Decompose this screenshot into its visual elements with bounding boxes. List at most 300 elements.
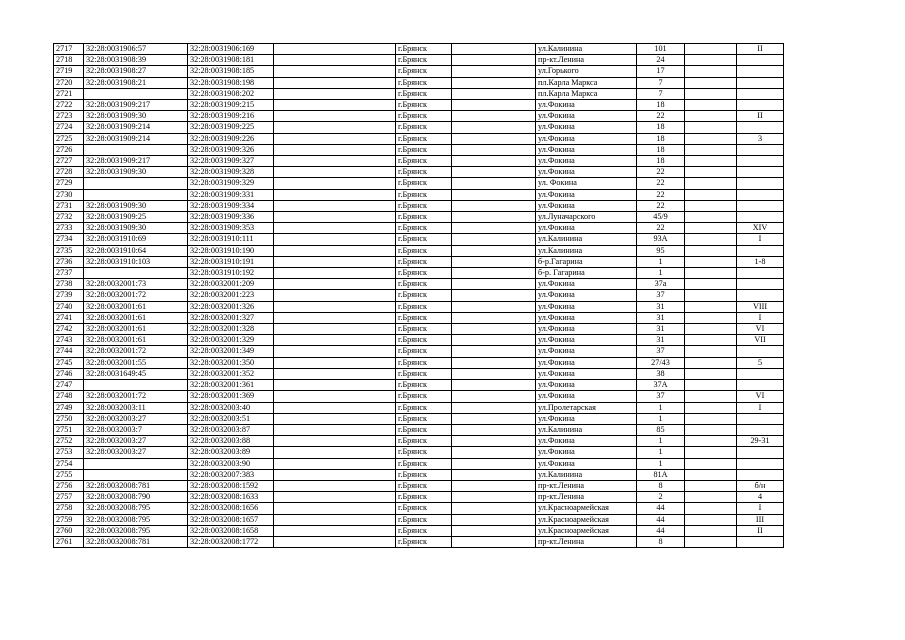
empty-cell	[452, 436, 536, 447]
empty-cell	[274, 368, 396, 379]
row-number-cell: 2724	[54, 122, 84, 133]
empty-cell	[685, 200, 737, 211]
object-cadastral-number-cell: 32:28:0031909:353	[188, 223, 274, 234]
empty-cell	[452, 312, 536, 323]
object-cadastral-number-cell: 32:28:0032003:40	[188, 402, 274, 413]
empty-cell	[452, 245, 536, 256]
object-cadastral-number-cell: 32:28:0031909:226	[188, 133, 274, 144]
empty-cell	[685, 301, 737, 312]
empty-cell	[685, 413, 737, 424]
city-cell: г.Брянск	[396, 413, 452, 424]
object-cadastral-number-cell: 32:28:0031908:202	[188, 88, 274, 99]
table-row	[54, 492, 784, 503]
row-number-cell: 2758	[54, 503, 84, 514]
city-cell: г.Брянск	[396, 122, 452, 133]
land-cadastral-number-cell: 32:28:0031910:69	[84, 234, 188, 245]
empty-cell	[452, 290, 536, 301]
empty-cell	[685, 503, 737, 514]
row-number-cell: 2726	[54, 144, 84, 155]
empty-cell	[685, 189, 737, 200]
street-cell: ул.Фокина	[536, 346, 637, 357]
street-cell: ул.Фокина	[536, 133, 637, 144]
empty-cell	[685, 245, 737, 256]
house-number-cell: 81А	[637, 469, 685, 480]
row-number-cell: 2720	[54, 77, 84, 88]
table-row	[54, 368, 784, 379]
empty-cell	[685, 234, 737, 245]
city-cell: г.Брянск	[396, 380, 452, 391]
land-cadastral-number-cell: 32:28:0032001:61	[84, 335, 188, 346]
empty-cell	[685, 368, 737, 379]
row-number-cell: 2747	[54, 380, 84, 391]
house-number-cell: 1	[637, 268, 685, 279]
empty-cell	[452, 525, 536, 536]
empty-cell	[685, 66, 737, 77]
house-number-cell: 37	[637, 290, 685, 301]
street-cell: ул.Фокина	[536, 167, 637, 178]
object-cadastral-number-cell: 32:28:0032008:1658	[188, 525, 274, 536]
empty-cell	[685, 212, 737, 223]
empty-cell	[274, 447, 396, 458]
empty-cell	[685, 447, 737, 458]
street-cell: пл.Карла Маркса	[536, 77, 637, 88]
land-cadastral-number-cell: 32:28:0032001:61	[84, 301, 188, 312]
empty-cell	[452, 268, 536, 279]
house-number-cell: 17	[637, 66, 685, 77]
land-cadastral-number-cell: 32:28:0031910:103	[84, 256, 188, 267]
land-cadastral-number-cell	[84, 380, 188, 391]
table-body	[54, 44, 784, 548]
table-row	[54, 279, 784, 290]
street-cell: ул.Фокина	[536, 290, 637, 301]
empty-cell	[452, 100, 536, 111]
row-number-cell: 2742	[54, 324, 84, 335]
city-cell: г.Брянск	[396, 88, 452, 99]
table-row	[54, 301, 784, 312]
street-cell: пр-кт.Ленина	[536, 536, 637, 547]
house-number-cell: 1	[637, 458, 685, 469]
empty-cell	[685, 133, 737, 144]
empty-cell	[274, 167, 396, 178]
empty-cell	[274, 178, 396, 189]
table-row	[54, 514, 784, 525]
land-cadastral-number-cell	[84, 458, 188, 469]
empty-cell	[452, 122, 536, 133]
empty-cell	[274, 357, 396, 368]
table-row	[54, 290, 784, 301]
premises-number-cell: 5	[737, 357, 784, 368]
empty-cell	[452, 413, 536, 424]
house-number-cell: 85	[637, 424, 685, 435]
object-cadastral-number-cell: 32:28:0032008:1772	[188, 536, 274, 547]
empty-cell	[274, 391, 396, 402]
land-cadastral-number-cell: 32:28:0032001:72	[84, 346, 188, 357]
empty-cell	[452, 536, 536, 547]
table-row	[54, 200, 784, 211]
row-number-cell: 2752	[54, 436, 84, 447]
premises-number-cell	[737, 144, 784, 155]
city-cell: г.Брянск	[396, 301, 452, 312]
empty-cell	[685, 380, 737, 391]
city-cell: г.Брянск	[396, 268, 452, 279]
street-cell: ул.Горького	[536, 66, 637, 77]
premises-number-cell	[737, 279, 784, 290]
empty-cell	[452, 391, 536, 402]
empty-cell	[274, 122, 396, 133]
land-cadastral-number-cell	[84, 189, 188, 200]
street-cell: ул.Фокина	[536, 223, 637, 234]
row-number-cell: 2719	[54, 66, 84, 77]
object-cadastral-number-cell: 32:28:0032001:350	[188, 357, 274, 368]
empty-cell	[274, 480, 396, 491]
object-cadastral-number-cell: 32:28:0032001:349	[188, 346, 274, 357]
house-number-cell: 22	[637, 223, 685, 234]
empty-cell	[685, 402, 737, 413]
house-number-cell: 8	[637, 536, 685, 547]
street-cell: ул.Фокина	[536, 200, 637, 211]
table-row	[54, 335, 784, 346]
row-number-cell: 2761	[54, 536, 84, 547]
object-cadastral-number-cell: 32:28:0031908:198	[188, 77, 274, 88]
empty-cell	[452, 44, 536, 55]
street-cell: ул.Фокина	[536, 324, 637, 335]
house-number-cell: 1	[637, 256, 685, 267]
table-row	[54, 55, 784, 66]
city-cell: г.Брянск	[396, 391, 452, 402]
premises-number-cell	[737, 447, 784, 458]
empty-cell	[685, 88, 737, 99]
premises-number-cell: III	[737, 514, 784, 525]
table-row	[54, 536, 784, 547]
object-cadastral-number-cell: 32:28:0031910:191	[188, 256, 274, 267]
empty-cell	[452, 111, 536, 122]
empty-cell	[452, 156, 536, 167]
house-number-cell: 93А	[637, 234, 685, 245]
house-number-cell: 31	[637, 335, 685, 346]
row-number-cell: 2725	[54, 133, 84, 144]
land-cadastral-number-cell: 32:28:0032008:795	[84, 514, 188, 525]
empty-cell	[685, 100, 737, 111]
city-cell: г.Брянск	[396, 200, 452, 211]
city-cell: г.Брянск	[396, 424, 452, 435]
empty-cell	[452, 200, 536, 211]
empty-cell	[274, 156, 396, 167]
empty-cell	[274, 55, 396, 66]
empty-cell	[452, 357, 536, 368]
land-cadastral-number-cell: 32:28:0031909:217	[84, 156, 188, 167]
land-cadastral-number-cell: 32:28:0032001:72	[84, 391, 188, 402]
land-cadastral-number-cell: 32:28:0031909:214	[84, 122, 188, 133]
row-number-cell: 2723	[54, 111, 84, 122]
empty-cell	[274, 380, 396, 391]
house-number-cell: 31	[637, 301, 685, 312]
object-cadastral-number-cell: 32:28:0031908:185	[188, 66, 274, 77]
land-cadastral-number-cell	[84, 88, 188, 99]
land-cadastral-number-cell: 32:28:0032003:27	[84, 413, 188, 424]
premises-number-cell: I	[737, 503, 784, 514]
city-cell: г.Брянск	[396, 469, 452, 480]
house-number-cell: 8	[637, 480, 685, 491]
empty-cell	[452, 212, 536, 223]
table-row	[54, 402, 784, 413]
row-number-cell: 2756	[54, 480, 84, 491]
street-cell: ул.Калинина	[536, 245, 637, 256]
empty-cell	[274, 279, 396, 290]
row-number-cell: 2755	[54, 469, 84, 480]
premises-number-cell	[737, 368, 784, 379]
house-number-cell: 2	[637, 492, 685, 503]
city-cell: г.Брянск	[396, 223, 452, 234]
empty-cell	[685, 514, 737, 525]
empty-cell	[452, 178, 536, 189]
empty-cell	[685, 480, 737, 491]
empty-cell	[274, 144, 396, 155]
empty-cell	[452, 223, 536, 234]
object-cadastral-number-cell: 32:28:0031909:334	[188, 200, 274, 211]
object-cadastral-number-cell: 32:28:0032001:352	[188, 368, 274, 379]
premises-number-cell	[737, 380, 784, 391]
premises-number-cell	[737, 122, 784, 133]
house-number-cell: 44	[637, 503, 685, 514]
empty-cell	[274, 256, 396, 267]
table-row	[54, 480, 784, 491]
street-cell: ул.Луначарского	[536, 212, 637, 223]
house-number-cell: 27/43	[637, 357, 685, 368]
table-row	[54, 88, 784, 99]
object-cadastral-number-cell: 32:28:0031909:329	[188, 178, 274, 189]
premises-number-cell	[737, 346, 784, 357]
empty-cell	[452, 167, 536, 178]
row-number-cell: 2730	[54, 189, 84, 200]
street-cell: ул.Фокина	[536, 144, 637, 155]
premises-number-cell: 3	[737, 133, 784, 144]
house-number-cell: 24	[637, 55, 685, 66]
empty-cell	[452, 144, 536, 155]
empty-cell	[452, 380, 536, 391]
street-cell: ул.Фокина	[536, 156, 637, 167]
row-number-cell: 2751	[54, 424, 84, 435]
object-cadastral-number-cell: 32:28:0031909:326	[188, 144, 274, 155]
empty-cell	[685, 324, 737, 335]
object-cadastral-number-cell: 32:28:0032003:51	[188, 413, 274, 424]
empty-cell	[452, 88, 536, 99]
empty-cell	[685, 357, 737, 368]
object-cadastral-number-cell: 32:28:0031910:111	[188, 234, 274, 245]
empty-cell	[685, 391, 737, 402]
city-cell: г.Брянск	[396, 212, 452, 223]
empty-cell	[274, 525, 396, 536]
object-cadastral-number-cell: 32:28:0031909:216	[188, 111, 274, 122]
empty-cell	[685, 122, 737, 133]
house-number-cell: 101	[637, 44, 685, 55]
premises-number-cell: I	[737, 234, 784, 245]
premises-number-cell	[737, 290, 784, 301]
street-cell: ул.Фокина	[536, 368, 637, 379]
row-number-cell: 2728	[54, 167, 84, 178]
empty-cell	[685, 424, 737, 435]
premises-number-cell	[737, 413, 784, 424]
city-cell: г.Брянск	[396, 492, 452, 503]
empty-cell	[452, 447, 536, 458]
city-cell: г.Брянск	[396, 346, 452, 357]
house-number-cell: 22	[637, 167, 685, 178]
street-cell: б-р.Гагарина	[536, 256, 637, 267]
street-cell: пл.Карла Маркса	[536, 88, 637, 99]
object-cadastral-number-cell: 32:28:0032008:1657	[188, 514, 274, 525]
table-row	[54, 44, 784, 55]
empty-cell	[452, 346, 536, 357]
land-cadastral-number-cell: 32:28:0032008:781	[84, 480, 188, 491]
row-number-cell: 2722	[54, 100, 84, 111]
street-cell: ул.Фокина	[536, 458, 637, 469]
row-number-cell: 2738	[54, 279, 84, 290]
land-cadastral-number-cell: 32:28:0032008:795	[84, 525, 188, 536]
row-number-cell: 2735	[54, 245, 84, 256]
house-number-cell: 31	[637, 324, 685, 335]
premises-number-cell	[737, 536, 784, 547]
street-cell: ул.Калинина	[536, 234, 637, 245]
city-cell: г.Брянск	[396, 66, 452, 77]
table-row	[54, 268, 784, 279]
house-number-cell: 1	[637, 436, 685, 447]
street-cell: ул.Фокина	[536, 391, 637, 402]
city-cell: г.Брянск	[396, 256, 452, 267]
row-number-cell: 2740	[54, 301, 84, 312]
house-number-cell: 1	[637, 413, 685, 424]
premises-number-cell	[737, 469, 784, 480]
land-cadastral-number-cell: 32:28:0031909:25	[84, 212, 188, 223]
empty-cell	[274, 133, 396, 144]
row-number-cell: 2739	[54, 290, 84, 301]
empty-cell	[274, 312, 396, 323]
row-number-cell: 2743	[54, 335, 84, 346]
empty-cell	[274, 268, 396, 279]
empty-cell	[685, 335, 737, 346]
table-row	[54, 212, 784, 223]
street-cell: ул.Красноармейская	[536, 514, 637, 525]
empty-cell	[685, 223, 737, 234]
empty-cell	[685, 492, 737, 503]
street-cell: ул.Фокина	[536, 380, 637, 391]
premises-number-cell: б/н	[737, 480, 784, 491]
object-cadastral-number-cell: 32:28:0032001:329	[188, 335, 274, 346]
object-cadastral-number-cell: 32:28:0032003:90	[188, 458, 274, 469]
city-cell: г.Брянск	[396, 357, 452, 368]
street-cell: ул.Фокина	[536, 301, 637, 312]
object-cadastral-number-cell: 32:28:0032001:326	[188, 301, 274, 312]
city-cell: г.Брянск	[396, 458, 452, 469]
land-cadastral-number-cell: 32:28:0031909:30	[84, 200, 188, 211]
object-cadastral-number-cell: 32:28:0031909:336	[188, 212, 274, 223]
row-number-cell: 2741	[54, 312, 84, 323]
street-cell: ул.Фокина	[536, 413, 637, 424]
street-cell: ул.Красноармейская	[536, 503, 637, 514]
land-cadastral-number-cell: 32:28:0031910:64	[84, 245, 188, 256]
empty-cell	[685, 44, 737, 55]
empty-cell	[274, 503, 396, 514]
city-cell: г.Брянск	[396, 402, 452, 413]
empty-cell	[274, 66, 396, 77]
house-number-cell: 37	[637, 346, 685, 357]
street-cell: ул.Фокина	[536, 436, 637, 447]
premises-number-cell	[737, 55, 784, 66]
house-number-cell: 1	[637, 447, 685, 458]
empty-cell	[274, 413, 396, 424]
city-cell: г.Брянск	[396, 503, 452, 514]
empty-cell	[274, 536, 396, 547]
street-cell: ул.Фокина	[536, 100, 637, 111]
premises-number-cell	[737, 77, 784, 88]
table-row	[54, 458, 784, 469]
premises-number-cell	[737, 167, 784, 178]
land-cadastral-number-cell: 32:28:0032008:781	[84, 536, 188, 547]
empty-cell	[274, 301, 396, 312]
table-row	[54, 144, 784, 155]
house-number-cell: 37А	[637, 380, 685, 391]
empty-cell	[685, 312, 737, 323]
premises-number-cell	[737, 178, 784, 189]
table-row	[54, 413, 784, 424]
row-number-cell: 2734	[54, 234, 84, 245]
premises-number-cell: VIII	[737, 301, 784, 312]
city-cell: г.Брянск	[396, 480, 452, 491]
empty-cell	[685, 436, 737, 447]
street-cell: ул.Калинина	[536, 469, 637, 480]
table-row	[54, 189, 784, 200]
city-cell: г.Брянск	[396, 77, 452, 88]
land-cadastral-number-cell: 32:28:0032003:11	[84, 402, 188, 413]
object-cadastral-number-cell: 32:28:0031909:327	[188, 156, 274, 167]
empty-cell	[685, 536, 737, 547]
premises-number-cell	[737, 156, 784, 167]
object-cadastral-number-cell: 32:28:0031906:169	[188, 44, 274, 55]
row-number-cell: 2759	[54, 514, 84, 525]
land-cadastral-number-cell: 32:28:0031908:39	[84, 55, 188, 66]
empty-cell	[274, 189, 396, 200]
row-number-cell: 2754	[54, 458, 84, 469]
city-cell: г.Брянск	[396, 44, 452, 55]
land-cadastral-number-cell: 32:28:0031908:21	[84, 77, 188, 88]
row-number-cell: 2745	[54, 357, 84, 368]
empty-cell	[274, 458, 396, 469]
house-number-cell: 18	[637, 156, 685, 167]
empty-cell	[274, 88, 396, 99]
land-cadastral-number-cell	[84, 178, 188, 189]
street-cell: б-р. Гагарина	[536, 268, 637, 279]
street-cell: ул.Фокина	[536, 447, 637, 458]
object-cadastral-number-cell: 32:28:0032008:1592	[188, 480, 274, 491]
city-cell: г.Брянск	[396, 279, 452, 290]
empty-cell	[274, 469, 396, 480]
house-number-cell: 1	[637, 402, 685, 413]
row-number-cell: 2757	[54, 492, 84, 503]
city-cell: г.Брянск	[396, 536, 452, 547]
house-number-cell: 37	[637, 391, 685, 402]
empty-cell	[685, 77, 737, 88]
object-cadastral-number-cell: 32:28:0032003:87	[188, 424, 274, 435]
city-cell: г.Брянск	[396, 245, 452, 256]
table-row	[54, 100, 784, 111]
empty-cell	[274, 100, 396, 111]
table-row	[54, 122, 784, 133]
empty-cell	[452, 480, 536, 491]
empty-cell	[685, 279, 737, 290]
city-cell: г.Брянск	[396, 324, 452, 335]
house-number-cell: 22	[637, 178, 685, 189]
empty-cell	[274, 44, 396, 55]
land-cadastral-number-cell: 32:28:0032001:73	[84, 279, 188, 290]
empty-cell	[452, 335, 536, 346]
